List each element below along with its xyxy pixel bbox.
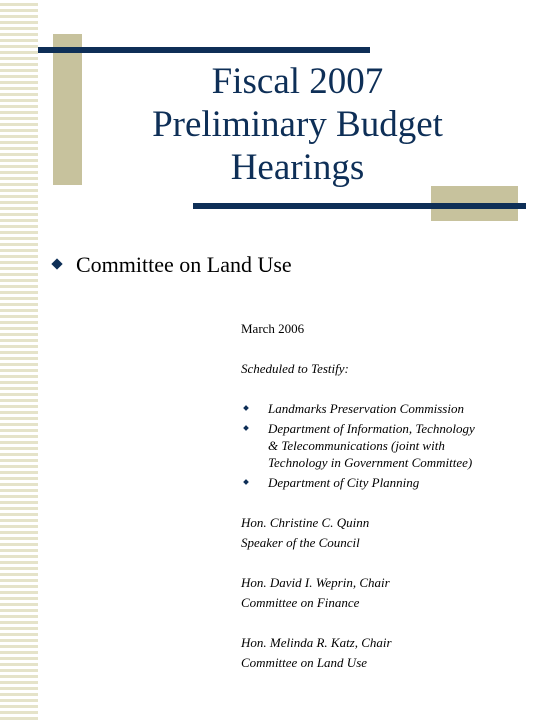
official-name: Hon. Melinda R. Katz, Chair (241, 635, 392, 650)
testifier-line: Department of Information, Technology (268, 421, 475, 436)
navy-rule-bottom (193, 203, 526, 209)
navy-rule-top (38, 47, 370, 53)
official-role: Speaker of the Council (241, 535, 360, 550)
title-line-3: Hearings (230, 147, 365, 188)
page-title (85, 60, 510, 189)
striped-margin-decoration (0, 0, 38, 720)
tan-accent-block-left (53, 34, 82, 185)
official-role: Committee on Land Use (241, 655, 368, 670)
schedule-heading: Scheduled to Testify: (241, 361, 349, 376)
diamond-bullet-icon (243, 425, 249, 431)
committee-label: Committee on Land Use (76, 252, 292, 277)
testifier-label: Landmarks Preservation Commission (268, 401, 464, 416)
official-role: Committee on Finance (241, 595, 360, 610)
testifier-label (268, 420, 475, 471)
title-line-2: Preliminary Budget (152, 104, 443, 145)
title-line-1: Fiscal 2007 (211, 61, 384, 102)
official-name: Hon. Christine C. Quinn (241, 515, 370, 530)
testifier-line: Technology in Government Committee) (268, 455, 473, 470)
testifier-line: & Telecommunications (joint with (268, 438, 445, 453)
diamond-bullet-icon (243, 405, 249, 411)
diamond-bullet-icon (243, 479, 249, 485)
official-name: Hon. David I. Weprin, Chair (241, 575, 390, 590)
date-text: March 2006 (241, 321, 305, 336)
testifier-label: Department of City Planning (268, 475, 420, 490)
diamond-bullet-icon (51, 258, 62, 269)
